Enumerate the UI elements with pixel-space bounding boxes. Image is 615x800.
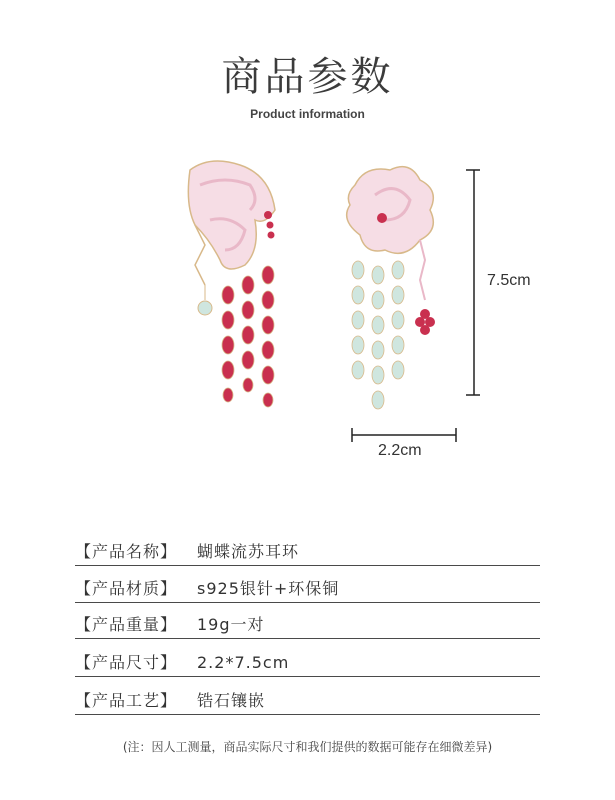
height-label: 7.5cm <box>487 272 531 289</box>
param-value: 19g一对 <box>197 615 265 634</box>
param-label: 【产品工艺】 <box>75 691 178 710</box>
measurement-footnote: (注：因人工测量，商品实际尺寸和我们提供的数据可能存在细微差异) <box>122 740 493 754</box>
param-row-weight <box>75 614 540 639</box>
butterfly-earring <box>188 161 275 407</box>
param-value: s925银针+环保铜 <box>197 579 340 598</box>
param-row-material <box>75 578 540 603</box>
param-label: 【产品名称】 <box>75 542 178 561</box>
param-value: 2.2*7.5cm <box>197 653 290 672</box>
param-label: 【产品尺寸】 <box>75 653 178 672</box>
param-value: 锆石镶嵌 <box>197 691 266 710</box>
flower-earring <box>347 167 435 409</box>
earring-product-image <box>150 150 480 450</box>
param-row-name <box>75 541 540 566</box>
param-row-craft <box>75 690 540 715</box>
page-subtitle: Product information <box>250 107 365 121</box>
width-dimension-line <box>352 428 456 442</box>
height-dimension-line <box>466 170 480 395</box>
page-title: 商品参数 <box>221 54 394 100</box>
param-label: 【产品材质】 <box>75 579 178 598</box>
param-row-size <box>75 652 540 677</box>
param-value: 蝴蝶流苏耳环 <box>197 542 300 561</box>
param-label: 【产品重量】 <box>75 615 178 634</box>
width-label: 2.2cm <box>378 442 422 459</box>
